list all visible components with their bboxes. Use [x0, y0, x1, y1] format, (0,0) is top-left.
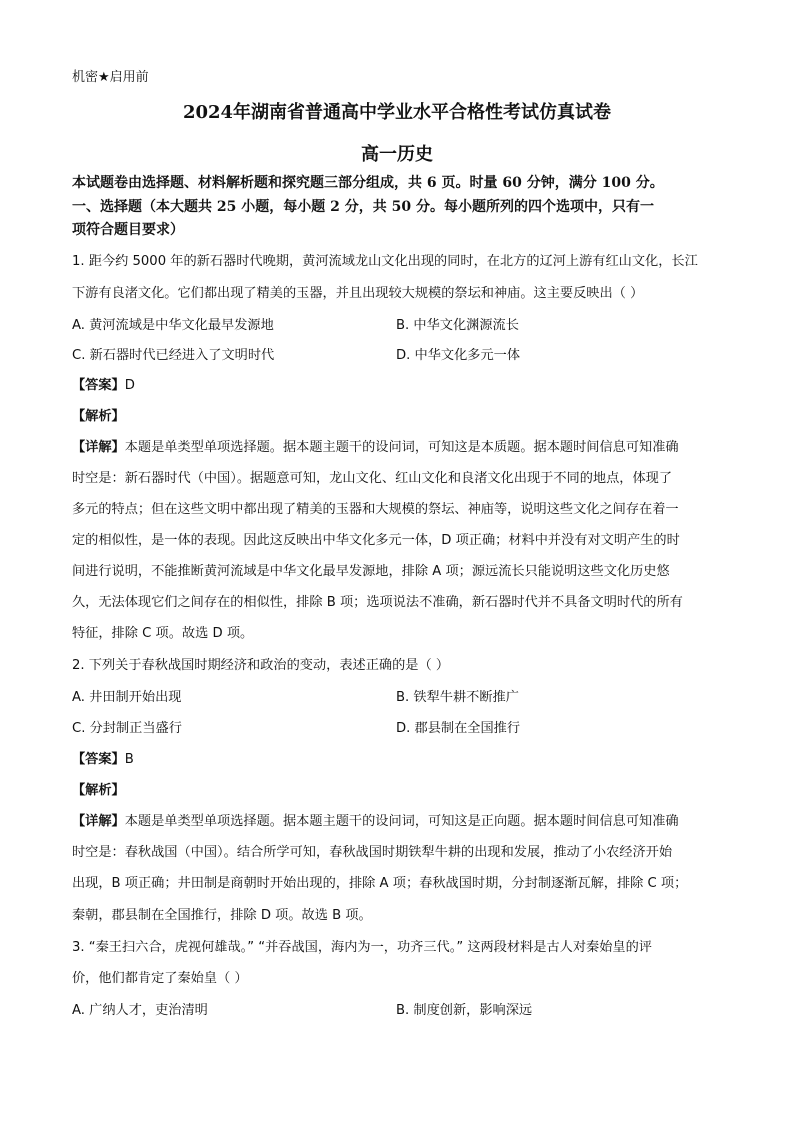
question-2-option-b: B. 铁犁牛耕不断推广 — [396, 690, 519, 705]
answer-value: B — [124, 752, 134, 767]
detail-tag: 【详解】 — [72, 440, 125, 455]
question-1-detail-line: 特征，排除 C 项。故选 D 项。 — [72, 626, 254, 641]
question-2-option-d: D. 郡县制在全国推行 — [396, 721, 521, 736]
question-3-stem-cont: 价，他们都肯定了秦始皇（ ） — [72, 971, 248, 986]
question-1-detail-line: 久，无法体现它们之间存在的相似性，排除 B 项；选项说法不准确，新石器时代并不具备文明时代的所有 — [72, 595, 683, 610]
answer-tag: 【答案】 — [72, 378, 125, 393]
question-2-option-c: C. 分封制正当盛行 — [72, 721, 182, 736]
exam-title: 2024年湖南省普通高中学业水平合格性考试仿真试卷 — [182, 102, 612, 123]
question-1-stem: 1. 距今约 5000 年的新石器时代晚期，黄河流域龙山文化出现的同时，在北方的辽河上游有红山文化，长江 — [72, 254, 698, 269]
question-2-analysis-tag: 【解析】 — [72, 783, 125, 798]
detail-tag: 【详解】 — [72, 814, 125, 829]
question-3-option-b: B. 制度创新，影响深远 — [396, 1003, 533, 1018]
answer-value: D — [124, 378, 135, 393]
question-3-option-a: A. 广纳人才，吏治清明 — [72, 1003, 208, 1018]
question-1-option-b: B. 中华文化渊源流长 — [396, 318, 519, 333]
question-2-detail-line: 出现，B 项正确；井田制是商朝时开始出现的，排除 A 项；春秋战国时期，分封制逐渐瓦解，排除 C 项； — [72, 876, 688, 891]
question-1-stem-cont: 下游有良渚文化。它们都出现了精美的玉器，并且出现较大规模的祭坛和神庙。这主要反映出（ ） — [72, 286, 644, 301]
question-1-detail — [72, 436, 679, 455]
section-heading-cont: 项符合题目要求） — [72, 222, 184, 238]
question-2-option-a: A. 井田制开始出现 — [72, 690, 182, 705]
question-1-option-a: A. 黄河流域是中华文化最早发源地 — [72, 318, 274, 333]
question-1-detail-line: 时空是：新石器时代（中国）。据题意可知，龙山文化、红山文化和良渚文化出现于不同的地点，体现了 — [72, 471, 673, 486]
question-1-detail-line: 多元的特点；但在这些文明中都出现了精美的玉器和大规模的祭坛、神庙等，说明这些文化之间存在着一 — [72, 502, 679, 517]
question-2-detail-line: 时空是：春秋战国（中国）。结合所学可知，春秋战国时期铁犁牛耕的出现和发展，推动了小农经济开始 — [72, 845, 673, 860]
question-1-option-c: C. 新石器时代已经进入了文明时代 — [72, 348, 275, 363]
answer-tag: 【答案】 — [72, 752, 125, 767]
detail-text: 本题是单类型单项选择题。据本题主题干的设问词，可知这是本质题。据本题时间信息可知准确 — [124, 440, 679, 455]
question-1-answer — [72, 374, 135, 393]
section-heading: 一、选择题（本大题共 25 小题，每小题 2 分，共 50 分。每小题所列的四个选项中，只有一 — [72, 199, 654, 215]
intro-line: 本试题卷由选择题、材料解析题和探究题三部分组成，共 6 页。时量 60 分钟，满分 100 分。 — [72, 175, 664, 191]
question-1-analysis-tag: 【解析】 — [72, 409, 125, 424]
detail-text: 本题是单类型单项选择题。据本题主题干的设问词，可知这是正向题。据本题时间信息可知准确 — [124, 814, 679, 829]
subject-title: 高一历史 — [361, 144, 433, 165]
question-2-detail — [72, 810, 679, 829]
question-1-detail-line: 定的相似性，是一体的表现。因此这反映出中华文化多元一体，D 项正确；材料中并没有对文明产生的时 — [72, 533, 680, 548]
question-1-detail-line: 间进行说明，不能推断黄河流域是中华文化最早发源地，排除 A 项；源远流长只能说明这些文化历史悠 — [72, 564, 670, 579]
question-2-answer — [72, 748, 134, 767]
question-3-stem: 3. “秦王扫六合，虎视何雄哉。” “并吞战国，海内为一，功齐三代。” 这两段材料是古人对秦始皇的评 — [72, 940, 652, 955]
question-1-option-d: D. 中华文化多元一体 — [396, 348, 521, 363]
question-2-stem: 2. 下列关于春秋战国时期经济和政治的变动，表述正确的是（ ） — [72, 658, 450, 673]
secret-mark: 机密★启用前 — [72, 70, 149, 85]
question-2-detail-line: 秦朝，郡县制在全国推行，排除 D 项。故选 B 项。 — [72, 908, 372, 923]
